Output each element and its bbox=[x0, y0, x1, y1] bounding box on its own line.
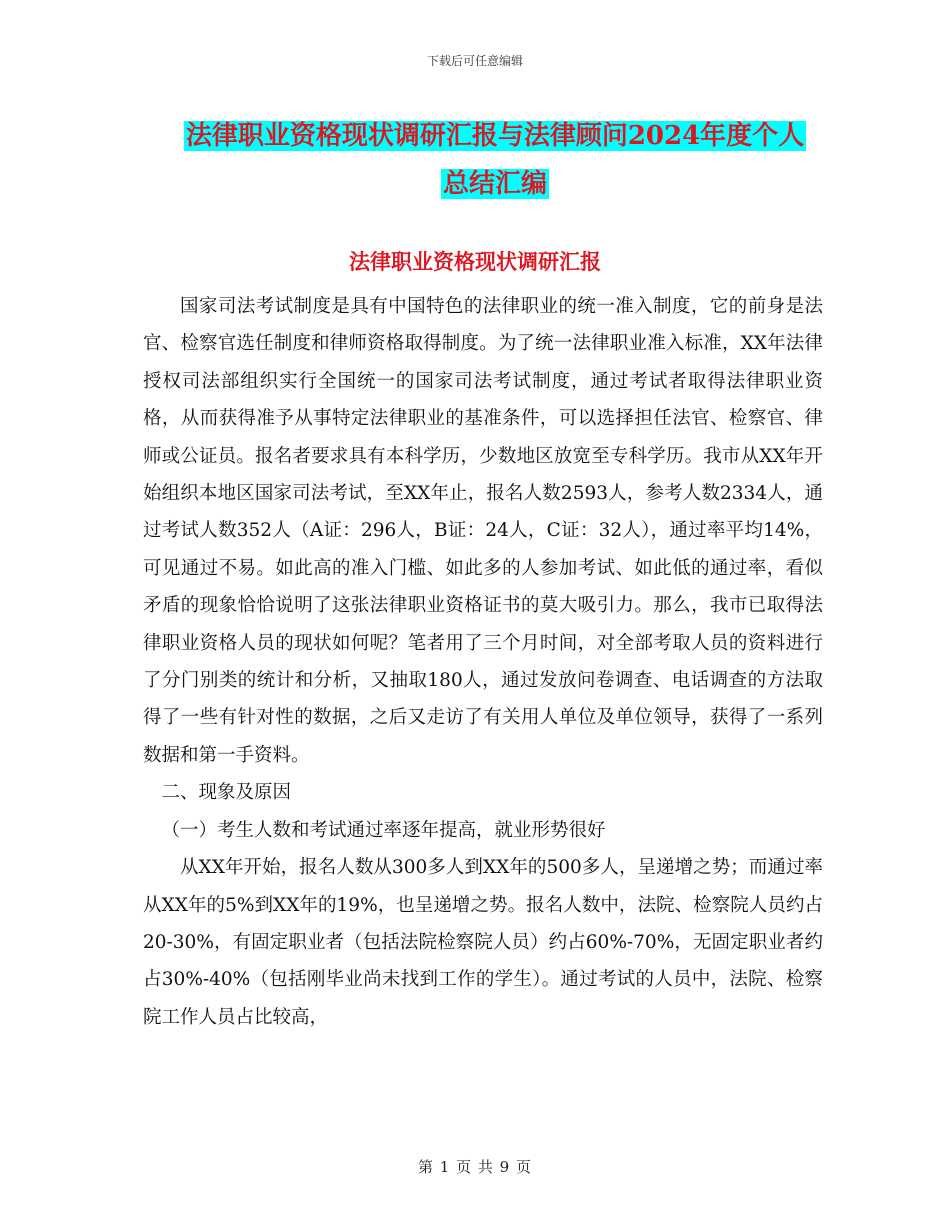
subheading-1: （一）考生人数和考试通过率逐年提高，就业形势很好 bbox=[161, 819, 606, 841]
document-title-line-2: 总结汇编 bbox=[442, 169, 547, 199]
paragraph-intro: 国家司法考试制度是具有中国特色的法律职业的统一准入制度，它的前身是法官、检察官选任制度和律师资格取得制度。为了统一法律职业准入标准，XX年法律授权司法部组织实行全国统一的国家司法考试制度，通过考试者取得法律职业资格，从而获得准予从事特定法律职业的基准条件，可以选择担任法官、检察官、律师或公证员。报名者要求具有本科学历，少数地区放宽至专科学历。我市从XX年开始组织本地区国家司法考试，至XX年止，报名人数2593人，参考人数2334人，通过考试人数352人（A证：296人，B证：24人，C证：32人），通过率平均14%，可见通过不易。如此高的准入门槛、如此多的人参加考试、如此低的通过率，看似矛盾的现象恰恰说明了这张法律职业资格证书的莫大吸引力。那么，我市已取得法律职业资格人员的现状如何呢？笔者用了三个月时间，对全部考取人员的资料进行了分门别类的统计和分析，又抽取180人，通过发放问卷调查、电话调查的方法取得了一些有针对性的数据，之后又走访了有关用人单位及单位领导，获得了一系列数据和第一手资料。 bbox=[143, 296, 823, 766]
document-title bbox=[140, 112, 850, 208]
body-text bbox=[143, 288, 823, 1036]
paragraph-statistics: 从XX年开始，报名人数从300多人到XX年的500多人，呈递增之势；而通过率从XX年的5%到XX年的19%，也呈递增之势。报名人数中，法院、检察院人员约占20-30%，有固定职业者（包括法院检察院人员）约占60%-70%，无固定职业者约占30%-40%（包括刚毕业尚未找到工作的学生）。通过考试的人员中，法院、检察院工作人员占比较高， bbox=[143, 857, 823, 1028]
header-note: 下载后可任意编辑 bbox=[426, 54, 523, 68]
document-title-line-1: 法律职业资格现状调研汇报与法律顾问2024年度个人 bbox=[185, 121, 805, 151]
heading-phenomena-causes: 二、现象及原因 bbox=[161, 782, 292, 804]
section-title: 法律职业资格现状调研汇报 bbox=[349, 249, 601, 274]
page-footer: 第 1 页 共 9 页 bbox=[418, 1158, 532, 1176]
